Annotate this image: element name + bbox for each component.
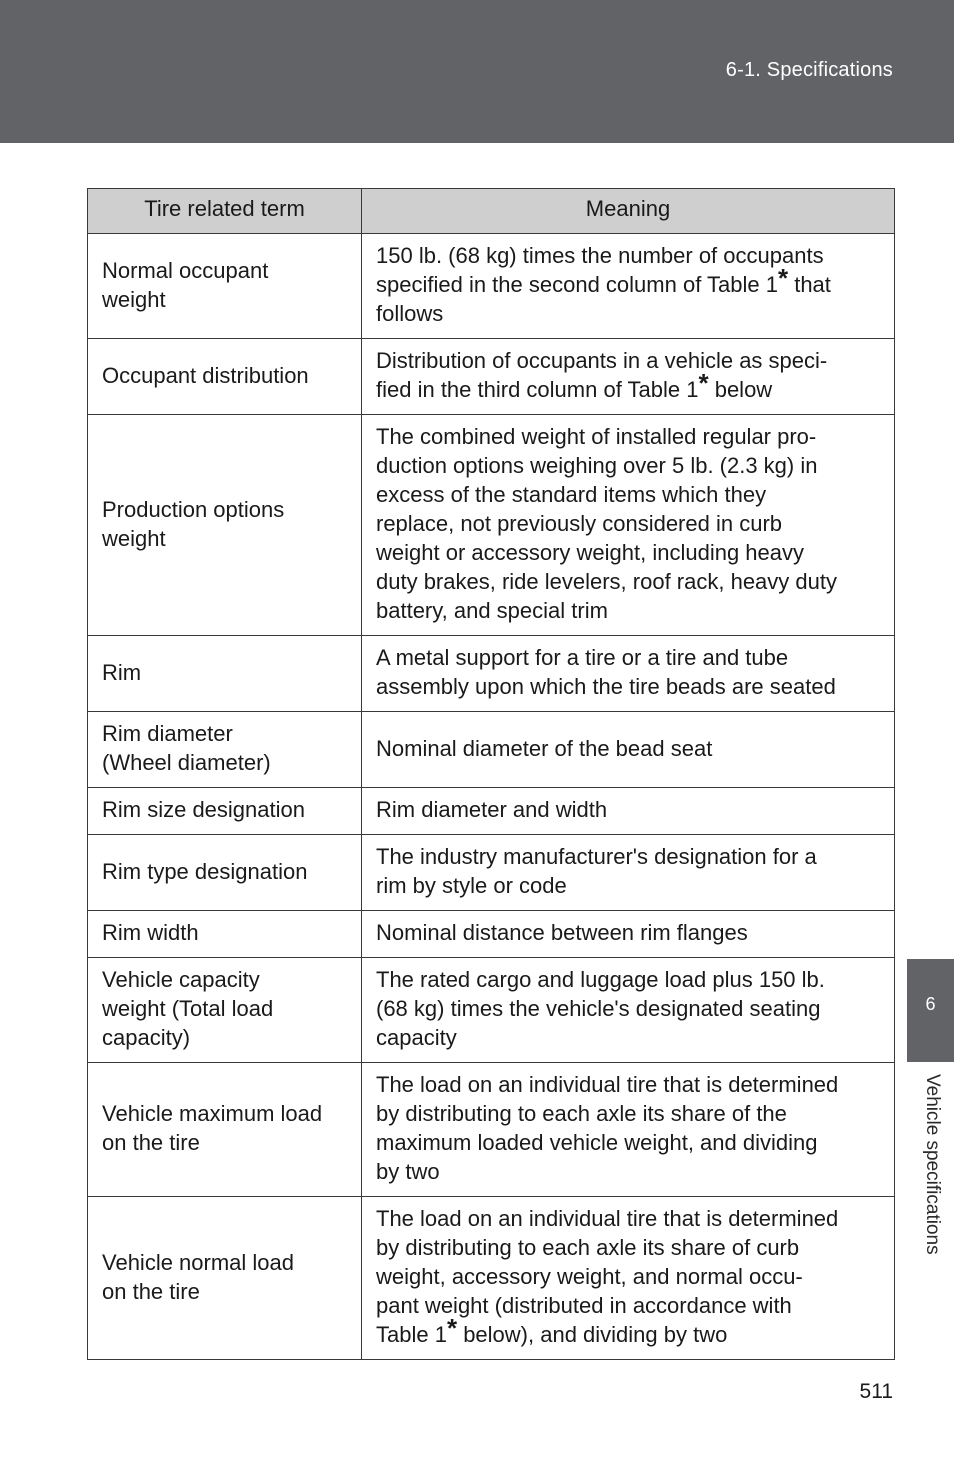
chapter-tab xyxy=(907,959,954,1062)
term-cell xyxy=(88,835,362,911)
table-body xyxy=(88,234,895,1360)
term-text: Rim width xyxy=(102,920,199,945)
meaning-text: below), and dividing by two xyxy=(457,1322,728,1347)
column-header-term: Tire related term xyxy=(88,189,362,234)
meaning-text: Nominal diameter of the bead seat xyxy=(376,735,713,761)
table-row xyxy=(88,958,895,1063)
meaning-text: The rated cargo and luggage load plus 150 lb. (68 kg) times the vehicle's designated seating capacity xyxy=(376,967,825,1050)
table-row xyxy=(88,835,895,911)
table-row xyxy=(88,636,895,712)
term-text: Rim xyxy=(102,659,142,685)
meaning-text: The load on an individual tire that is determined by distributing to each axle its share of curb weight, accessory weight, and normal occu- pant weight (distributed in accordance with Table 1 xyxy=(376,1206,839,1347)
term-cell xyxy=(88,1063,362,1197)
term-text: Vehicle maximum load on the tire xyxy=(102,1101,323,1155)
meaning-cell xyxy=(362,636,895,712)
term-cell xyxy=(88,636,362,712)
page-number: 511 xyxy=(859,1380,893,1403)
table-row xyxy=(88,911,895,958)
term-text: Rim size designation xyxy=(102,797,305,822)
header-band xyxy=(0,0,954,143)
term-text: Rim type designation xyxy=(102,858,308,884)
meaning-cell xyxy=(362,415,895,636)
term-text: Rim diameter (Wheel diameter) xyxy=(102,721,271,775)
tire-terms-table xyxy=(87,188,895,1360)
meaning-text: Distribution of occupants in a vehicle as speci- fied in the third column of Table 1 xyxy=(376,348,828,402)
table-row xyxy=(88,415,895,636)
chapter-number: 6 xyxy=(925,994,936,1014)
term-text: Vehicle normal load on the tire xyxy=(102,1249,295,1304)
table-row xyxy=(88,234,895,339)
table-header-row xyxy=(88,189,895,234)
term-cell xyxy=(88,958,362,1063)
term-text: Normal occupant weight xyxy=(102,257,269,312)
term-cell xyxy=(88,415,362,636)
table-row xyxy=(88,1197,895,1360)
meaning-text: The industry manufacturer's designation for a rim by style or code xyxy=(376,844,817,898)
meaning-cell xyxy=(362,234,895,339)
table-row xyxy=(88,712,895,788)
meaning-cell xyxy=(362,339,895,415)
term-cell xyxy=(88,234,362,339)
section-title: 6-1. Specifications xyxy=(725,59,893,81)
footnote-asterisk: * xyxy=(446,1313,458,1343)
table-row xyxy=(88,1063,895,1197)
meaning-cell xyxy=(362,911,895,958)
term-cell xyxy=(88,712,362,788)
meaning-text: The load on an individual tire that is determined by distributing to each axle its share of the maximum loaded vehicle weight, and dividing by two xyxy=(376,1072,839,1184)
term-text: Production options weight xyxy=(102,496,285,551)
term-cell xyxy=(88,339,362,415)
term-text: Occupant distribution xyxy=(102,362,309,388)
meaning-text: Nominal distance between rim flanges xyxy=(376,920,748,945)
meaning-cell xyxy=(362,835,895,911)
table-row xyxy=(88,788,895,835)
meaning-text: The combined weight of installed regular pro- duction options weighing over 5 lb. (2.3 kg) in excess of the standard items which they replace, not previously considered in curb weight or accessory weight, including heavy duty brakes, ride levelers, roof rack, heavy duty battery, and special trim xyxy=(376,424,837,623)
meaning-cell xyxy=(362,712,895,788)
meaning-text: below xyxy=(708,377,773,402)
term-cell xyxy=(88,788,362,835)
footnote-asterisk: * xyxy=(698,368,709,398)
meaning-text: that follows xyxy=(376,272,831,326)
term-text: Vehicle capacity weight (Total load capacity) xyxy=(102,967,274,1050)
meaning-text: 150 lb. (68 kg) times the number of occupants specified in the second column of Table 1 xyxy=(376,243,824,297)
meaning-text: A metal support for a tire or a tire and tube assembly upon which the tire beads are seated xyxy=(376,645,836,699)
table-row xyxy=(88,339,895,415)
footnote-asterisk: * xyxy=(777,263,789,293)
meaning-cell xyxy=(362,1063,895,1197)
term-cell xyxy=(88,911,362,958)
term-cell xyxy=(88,1197,362,1360)
meaning-cell xyxy=(362,788,895,835)
chapter-label: Vehicle specifications xyxy=(922,1074,943,1255)
column-header-meaning: Meaning xyxy=(362,189,895,234)
meaning-text: Rim diameter and width xyxy=(376,797,608,822)
meaning-cell xyxy=(362,1197,895,1360)
meaning-cell xyxy=(362,958,895,1063)
